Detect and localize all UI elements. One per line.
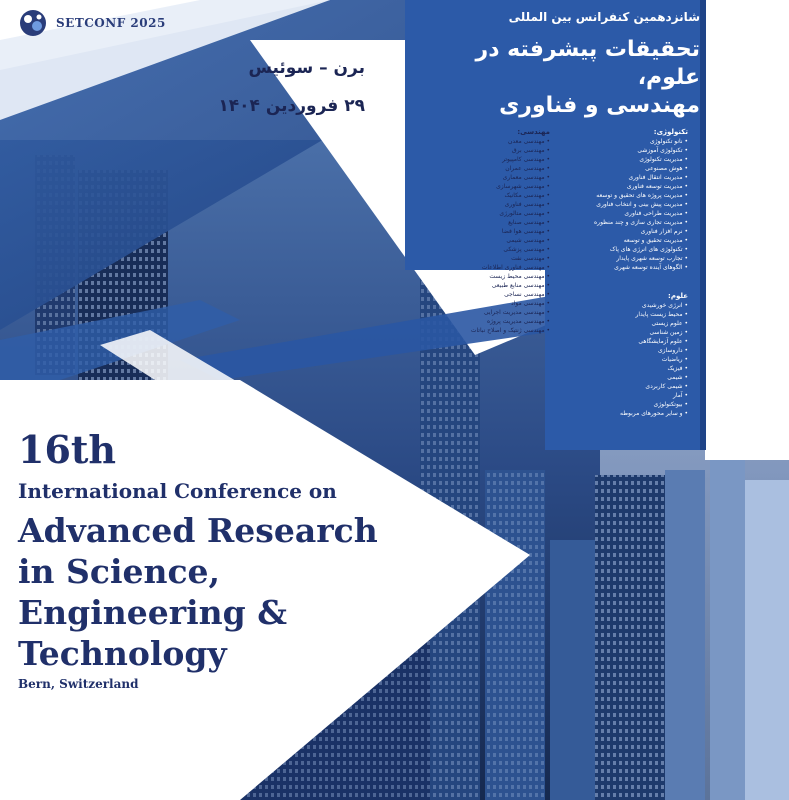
topics-science [560, 292, 688, 418]
topic-item: • آمار [560, 391, 688, 400]
topic-item: • مهندسی ژنتیک و اصلاح نباتات [430, 326, 550, 335]
topics-technology-list [540, 137, 688, 272]
topic-item: • تکنولوژی آموزشی [540, 146, 688, 155]
topic-item: • مدیریت تجاری سازی و چند منظوره [540, 218, 688, 227]
persian-location: برن – سوئیس [248, 58, 365, 78]
topic-item: • الگوهای آینده توسعه شهری [540, 263, 688, 272]
logo-text: SETCONF 2025 [56, 16, 166, 30]
topic-item: • هوش مصنوعی [540, 164, 688, 173]
conference-logo-icon [18, 8, 48, 38]
topic-item: • تجارب توسعه شهری پایدار [540, 254, 688, 263]
topic-item: • محیط زیست پایدار [560, 310, 688, 319]
topic-item: • مهندسی هوا فضا [430, 227, 550, 236]
topics-science-heading: علوم: [668, 292, 688, 300]
topic-item: • زمین شناسی [560, 328, 688, 337]
topics-technology-heading: تکنولوژی: [653, 128, 688, 136]
topic-item: • مهندسی شهرسازی [430, 182, 550, 191]
topics-engineering-heading: مهندسی: [517, 128, 550, 136]
topic-item: • مهندسی محیط زیست [430, 272, 550, 281]
topic-item: • مهندسی شیمی [430, 236, 550, 245]
persian-header [408, 4, 700, 120]
english-title-block [18, 428, 438, 692]
topic-item: • نانو تکنولوژی [540, 137, 688, 146]
topic-item: • فیزیک [560, 364, 688, 373]
conference-location: Bern, Switzerland [18, 677, 139, 691]
topic-item: • مهندسی مدیریت پروژه [430, 317, 550, 326]
topic-item: • ریاضیات [560, 355, 688, 364]
topic-item: • مدیریت پیش بینی و انتخاب فناوری [540, 200, 688, 209]
topic-item: • مهندسی عمران [430, 164, 550, 173]
topic-item: • مهندسی پزشکی [430, 245, 550, 254]
topic-item: • داروسازی [560, 346, 688, 355]
topic-item: • مدیریت طراحی فناوری [540, 209, 688, 218]
topic-item: • انرژی خورشیدی [560, 301, 688, 310]
topic-item: • مهندسی فناوری اطلاعات [430, 263, 550, 272]
topic-item: • مهندسی نساجی [430, 290, 550, 299]
conference-title-line: Technology [18, 634, 227, 673]
topics-engineering [430, 128, 550, 335]
topic-item: • علوم آزمایشگاهی [560, 337, 688, 346]
topic-item: • شیمی [560, 373, 688, 382]
topic-item: • مدیریت توسعه فناوری [540, 182, 688, 191]
topics-engineering-list [430, 137, 550, 335]
topic-item: • مهندسی معماری [430, 173, 550, 182]
topic-item: • مدیریت انتقال فناوری [540, 173, 688, 182]
topic-item: • و سایر محورهای مربوطه [560, 409, 688, 418]
topic-item: • مهندسی مدیریت اجرایی [430, 308, 550, 317]
topics-technology [540, 128, 688, 272]
conference-title [18, 510, 438, 674]
topic-item: • مهندسی برق [430, 146, 550, 155]
topic-item: • مهندسی کامپیوتر [430, 155, 550, 164]
conference-title-line: Advanced Research [18, 511, 378, 550]
persian-subtitle: شانزدهمین کنفرانس بین المللی [508, 10, 700, 24]
persian-title-line-1: تحقیقات پیشرفته در علوم، [475, 37, 700, 90]
conference-title-line: in Science, [18, 552, 221, 591]
topic-item: • بیوتکنولوژی [560, 400, 688, 409]
conference-ordinal: 16th [18, 427, 117, 472]
topic-item: • مدیریت تکنولوژی [540, 155, 688, 164]
topic-item: • مهندسی متالورژی [430, 209, 550, 218]
topic-item: • نرم افزار فناوری [540, 227, 688, 236]
topic-item: • مهندسی فناوری [430, 200, 550, 209]
persian-title-line-2: مهندسی و فناوری [499, 93, 700, 118]
persian-date: ۲۹ فروردین ۱۴۰۴ [218, 96, 365, 116]
topic-item: • تکنولوژی های انرژی های پاک [540, 245, 688, 254]
conference-type: International Conference on [18, 479, 337, 503]
conference-logo [18, 8, 166, 38]
topic-item: • مهندسی صنایع [430, 218, 550, 227]
conference-title-line: Engineering & [18, 593, 288, 632]
topic-item: • مهندسی مواد [430, 299, 550, 308]
topic-item: • مهندسی معدن [430, 137, 550, 146]
topic-item: • علوم زیستی [560, 319, 688, 328]
topic-item: • مدیریت تحقیق و توسعه [540, 236, 688, 245]
topic-item: • مهندسی منابع طبیعی [430, 281, 550, 290]
topic-item: • شیمی کاربردی [560, 382, 688, 391]
topic-item: • مهندسی نفت [430, 254, 550, 263]
topic-item: • مدیریت پروژه های تحقیق و توسعه [540, 191, 688, 200]
topics-science-list [560, 301, 688, 418]
topic-item: • مهندسی مکانیک [430, 191, 550, 200]
